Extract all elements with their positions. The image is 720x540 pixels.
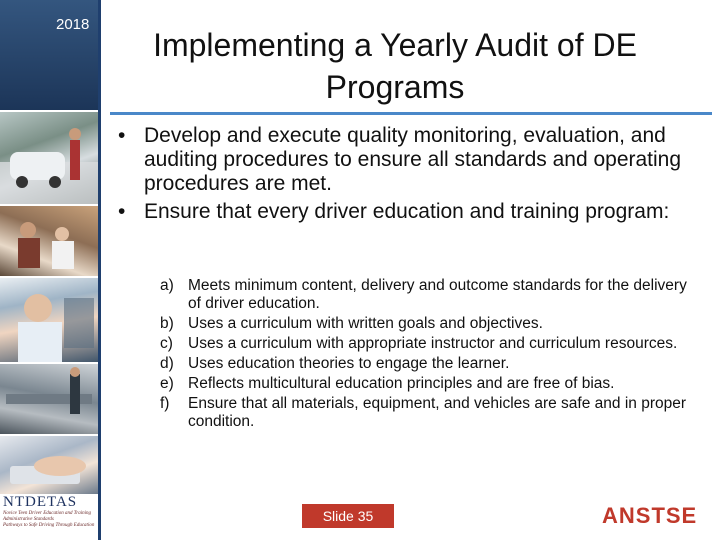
logo-subtitle-line: Novice Teen Driver Education and Training Administrative Standards	[3, 511, 92, 522]
ntdetas-logo	[0, 494, 98, 540]
sub-item-marker: f)	[160, 395, 170, 412]
year-band	[0, 0, 98, 110]
sub-item-text: Reflects multicultural education principles and are free of bias.	[188, 375, 615, 392]
sub-item-text: Uses a curriculum with written goals and objectives.	[188, 315, 543, 332]
logo-subtitle	[3, 511, 96, 529]
bullet-text: Develop and execute quality monitoring, evaluation, and auditing procedures to ensure all standards and operating procedures are met.	[144, 124, 682, 195]
sub-item	[160, 395, 700, 431]
slide-number-badge: Slide 35	[302, 504, 394, 528]
sub-item-marker: e)	[160, 375, 174, 392]
sub-item-marker: a)	[160, 277, 174, 294]
bullet-list	[118, 124, 708, 228]
sub-item-text: Uses education theories to engage the learner.	[188, 355, 510, 372]
bullet-dot-icon: •	[118, 200, 126, 223]
sub-item-marker: b)	[160, 315, 174, 332]
sub-item-marker: c)	[160, 335, 173, 352]
bullet-text: Ensure that every driver education and training program:	[144, 200, 670, 223]
sub-item-text: Ensure that all materials, equipment, and vehicles are safe and in proper condition.	[188, 395, 687, 430]
sub-item	[160, 355, 700, 373]
sub-item	[160, 315, 700, 333]
photo-classroom	[0, 206, 98, 276]
sub-item	[160, 375, 700, 393]
sub-item-text: Uses a curriculum with appropriate instructor and curriculum resources.	[188, 335, 678, 352]
photo-driving-lesson	[0, 112, 98, 204]
bullet-item	[118, 200, 708, 224]
title-underline	[110, 112, 712, 115]
anstse-logo: ANSTSE	[602, 503, 698, 528]
photo-instructor	[0, 278, 98, 362]
logo-tagline: Pathways to Safe Driving Through Education	[3, 523, 95, 528]
photo-office	[0, 364, 98, 434]
sub-item-marker: d)	[160, 355, 174, 372]
photo-computer-hands	[0, 436, 98, 494]
bullet-item	[118, 124, 708, 196]
slide-title: Implementing a Yearly Audit of DE Programs	[153, 27, 637, 105]
logo-name: NTDETAS	[3, 494, 78, 510]
year-label: 2018	[56, 16, 90, 33]
sidebar	[0, 0, 101, 540]
sub-item-text: Meets minimum content, delivery and outcome standards for the delivery of driver education.	[188, 277, 687, 312]
sub-item	[160, 277, 700, 313]
sub-item	[160, 335, 700, 353]
bullet-dot-icon: •	[118, 124, 126, 147]
sub-list	[160, 277, 700, 433]
